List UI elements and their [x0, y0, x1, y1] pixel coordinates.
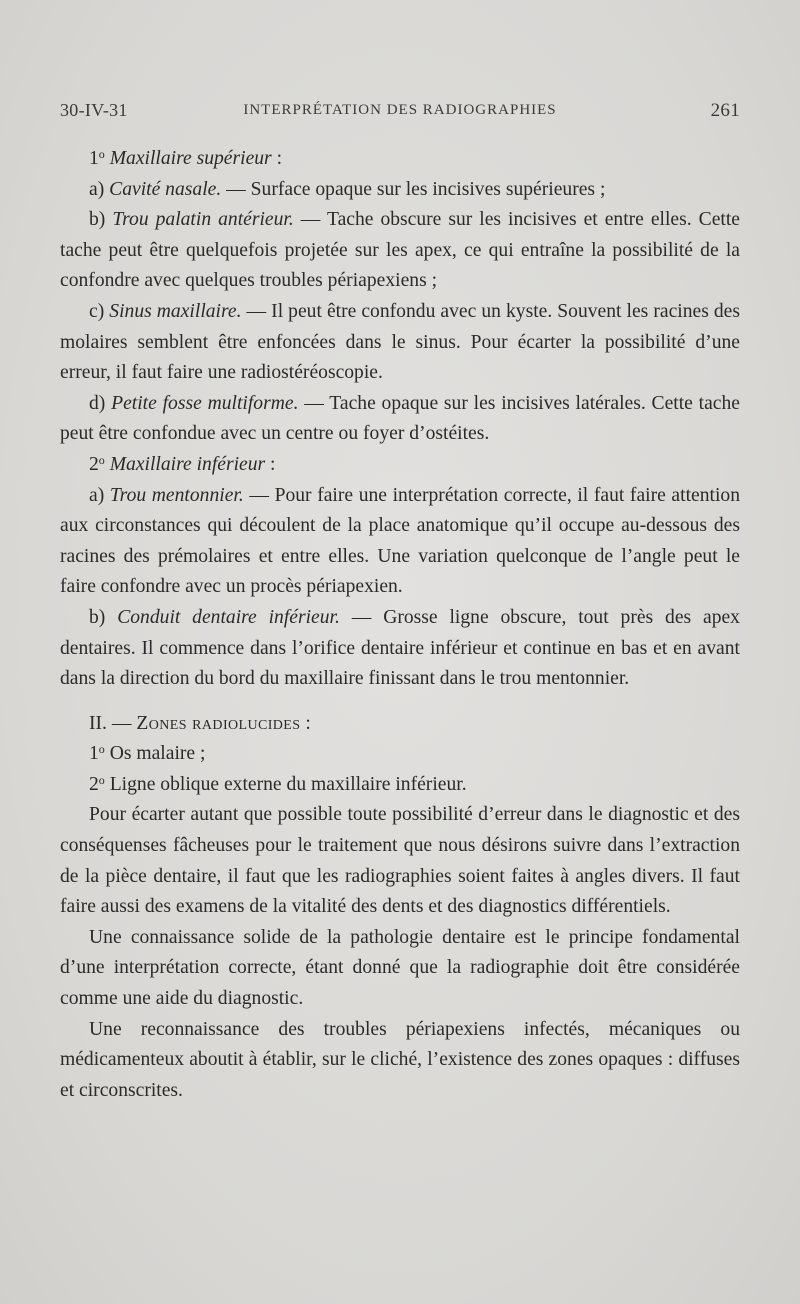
paragraph-text: — Grosse ligne obscure, tout près des apex dentaires. Il commence dans l’orifice dentaire inférieur et continue en bas et en avant dans la direction du bord du maxillaire finissant dans le trou mentonnier.: [60, 606, 740, 690]
ordinal-mark: o: [98, 742, 105, 757]
term-label: Trou palatin antérieur.: [112, 209, 294, 231]
paragraph-cavite-nasale: [60, 175, 740, 206]
paragraph-ecarter-erreur: Pour écarter autant que possible toute possibilité d’erreur dans le diagnostic et des conséquenses fâcheuses pour le traitement que nous désirons suivre dans l’extraction de la pièce dentaire, il faut que les radiographies soient faites à angles divers. Il faut faire aussi des examens de la vitalité des dents et des diagnostics différentiels.: [60, 804, 740, 918]
paragraph-ligne-oblique: [60, 770, 740, 801]
paragraph-text: :: [271, 148, 283, 169]
paragraph-maxillaire-superieur: [60, 144, 740, 175]
header-title: INTERPRÉTATION DES RADIOGRAPHIES: [243, 102, 557, 118]
header-date: 30-IV-31: [60, 100, 128, 120]
paragraph-text: — Il peut être confondu avec un kyste. Souvent les racines des molaires semblent être enfoncées dans le sinus. Pour écarter la possibilité d’une erreur, il faut faire une radiostéréoscopie.: [60, 300, 740, 384]
term-label: Petite fosse multiforme.: [111, 392, 299, 414]
paragraph-os-malaire: [60, 739, 740, 770]
paragraph-text: — Surface opaque sur les incisives supérieures ;: [221, 178, 606, 200]
paragraph-connaissance: Une connaissance solide de la pathologie dentaire est le principe fondamental d’une interprétation correcte, étant donné que la radiographie doit être considérée comme une aide du diagnostic.: [60, 926, 740, 1010]
item-number: 1: [89, 148, 99, 169]
section-heading: Maxillaire supérieur: [109, 148, 272, 169]
item-number: 2: [89, 773, 99, 795]
term-label: Trou mentonnier.: [109, 484, 244, 506]
paragraph-text: Ligne oblique externe du maxillaire inférieur.: [104, 773, 467, 795]
paragraph-conduit-dentaire: [60, 603, 740, 695]
paragraph-sinus-maxillaire: [60, 297, 740, 389]
running-header: [60, 100, 740, 128]
paragraph-petite-fosse: [60, 389, 740, 450]
body-text: [60, 144, 740, 1106]
ordinal-mark: o: [98, 452, 105, 467]
ordinal-mark: o: [98, 772, 105, 787]
page-number: 261: [710, 100, 740, 121]
paragraph-text: :: [265, 453, 276, 475]
section-heading: Zones radiolucides: [136, 712, 301, 734]
item-letter: a): [89, 484, 105, 506]
item-number: 1: [89, 743, 99, 765]
term-label: Conduit dentaire inférieur.: [117, 606, 340, 628]
item-letter: a): [89, 178, 105, 200]
paragraph-text: — Tache opaque sur les incisives latérales. Cette tache peut être confondue avec un centre ou foyer d’ostéites.: [60, 392, 740, 445]
term-label: Sinus maxillaire.: [109, 300, 242, 322]
paragraph-text: — Tache obscure sur les incisives et entre elles. Cette tache peut être quelquefois projetée sur les apex, ce qui entraîne la possibilité de la confondre avec quelques troubles périapexiens ;: [60, 209, 740, 292]
paragraph-text: — Pour faire une interprétation correcte, il faut faire attention aux circonstances qui découlent de la place anatomique qu’il occupe au-dessous des racines des prémolaires et entre elles. Une variation quelconque de l’angle peut le faire confondre avec un procès périapexien.: [60, 484, 740, 598]
paragraph-trou-palatin: [60, 205, 740, 297]
paragraph-trou-mentonnier: [60, 481, 740, 603]
section-number: II. —: [89, 712, 132, 734]
item-letter: b): [89, 209, 106, 231]
item-letter: d): [89, 392, 106, 414]
paragraph-text: Os malaire ;: [104, 743, 206, 765]
paragraph-text: :: [300, 712, 311, 734]
paragraph-maxillaire-inferieur: [60, 450, 740, 481]
paragraph-reconnaissance: Une reconnaissance des troubles périapexiens infectés, mécaniques ou médicamenteux aboutit à établir, sur le cliché, l’existence des zones opaques : diffuses et circonscrites.: [60, 1018, 740, 1101]
item-letter: c): [89, 300, 105, 322]
item-number: 2: [89, 453, 99, 475]
section-heading: Maxillaire inférieur: [109, 453, 266, 475]
term-label: Cavité nasale.: [109, 178, 222, 200]
ordinal-mark: o: [98, 147, 105, 161]
paragraph-zones-radiolucides: [60, 709, 740, 740]
item-letter: b): [89, 606, 106, 628]
